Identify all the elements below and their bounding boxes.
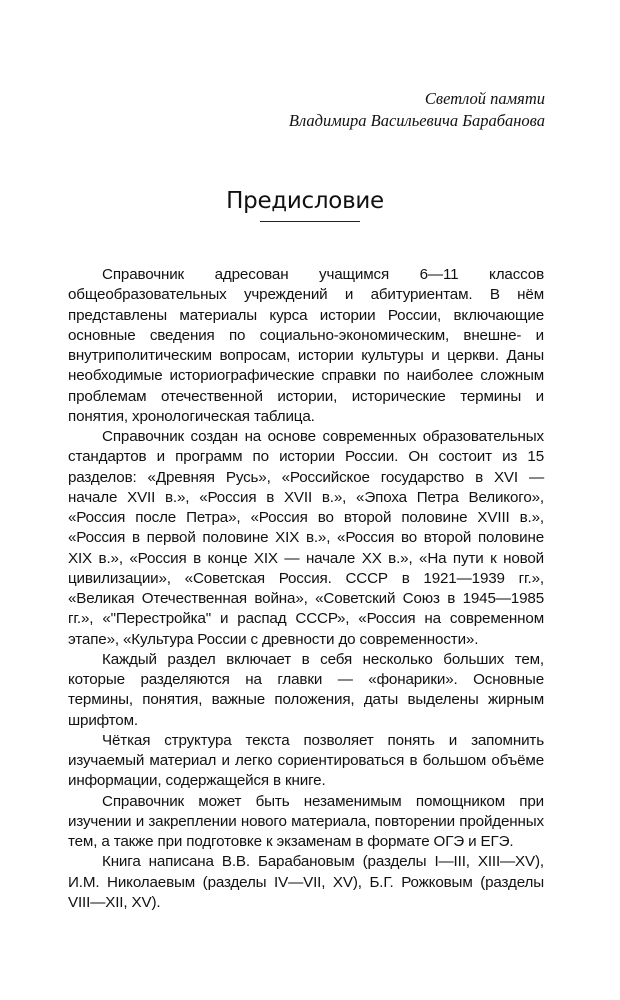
title-underline xyxy=(260,221,360,222)
dedication-line-1: Светлой памяти xyxy=(424,89,545,108)
page-title: Предисловие xyxy=(226,188,384,214)
dedication-line-2: Владимира Васильевича Барабанова xyxy=(288,111,545,130)
paragraph: Справочник создан на основе современных образовательных стандартов и программ по истории России. Он состоит из 15 разделов: «Древняя Русь», «Российское государство в XVI — начале XVII в.», «Россия в XVII в.», «Эпоха Петра Великого», «Россия после Петра», «Россия во второй половине XVIII в.», «Россия в первой половине XIX в.», «Россия во второй половине XIX в.», «Россия в конце XIX — начале XX в.», «На пути к новой цивилизации», «Советская Россия. СССР в 1921—1939 гг.», «Великая Отечественная война», «Советский Союз в 1945—1985 гг.», «"Перестройка" и распад СССР», «Россия на современном этапе», «Культура России с древности до современности». xyxy=(68,428,544,648)
paragraph: Справочник адресован учащимся 6—11 классов общеобразовательных учреждений и абитуриентам. В нём представлены материалы курса истории России, включающие основные сведения по социально-экономическим, внешне- и внутриполитическим вопросам, истории культуры и церкви. Даны необходимые историографические справки по наиболее сложным проблемам отечественной истории, исторические термины и понятия, хронологическая таблица. xyxy=(68,266,544,425)
paragraph: Чёткая структура текста позволяет понять и запомнить изучаемый материал и легко сориентироваться в большом объёме информации, содержащейся в книге. xyxy=(68,731,544,790)
paragraph: Справочник может быть незаменимым помощником при изучении и закреплении нового материала, повторении пройденных тем, а также при подготовке к экзаменам в формате ОГЭ и ЕГЭ. xyxy=(68,792,544,850)
paragraph: Книга написана В.В. Барабановым (разделы I—III, XIII—XV), И.М. Николаевым (разделы IV—VII, XV), Б.Г. Рожковым (разделы VIII—XII, XV). xyxy=(68,853,544,911)
paragraph: Каждый раздел включает в себя несколько больших тем, которые разделяются на главки — «фонарики». Основные термины, понятия, важные положения, даты выделены жирным шрифтом. xyxy=(68,650,544,729)
dedication xyxy=(289,88,545,132)
preface-body xyxy=(68,265,544,913)
